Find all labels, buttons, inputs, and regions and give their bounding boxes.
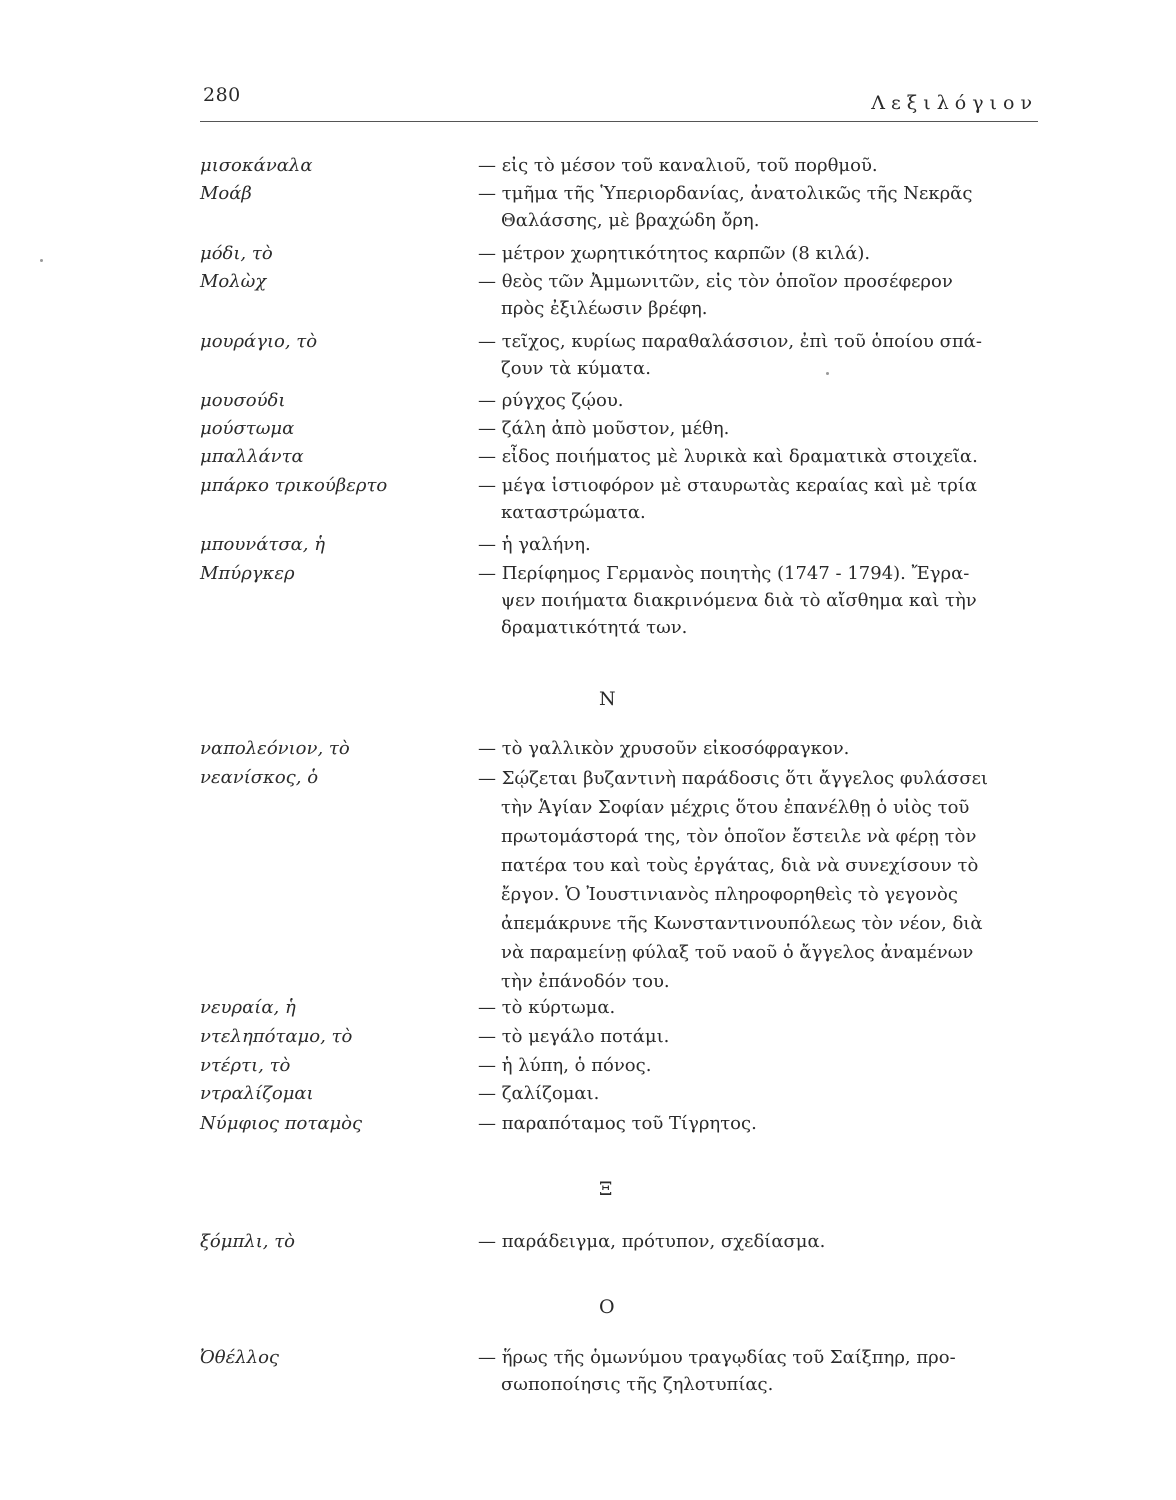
definition-line: ζουν τὰ κύματα. [501,358,651,379]
definition-line: ἔργον. Ὁ Ἰουστινιανὸς πληροφορηθεὶς τὸ γεγονὸς [501,884,958,905]
section-letter-o: Ο [599,1296,615,1318]
entry-term: ντραλίζομαι [200,1083,314,1104]
definition-line: — τὸ γαλλικὸν χρυσοῦν εἰκοσόφραγκον. [478,738,850,759]
definition-line: — Σῴζεται βυζαντινὴ παράδοσις ὅτι ἄγγελος φυλάσσει [478,768,988,789]
definition-line: — μέγα ἱστιοφόρον μὲ σταυρωτὰς κεραίας καὶ μὲ τρία [478,475,978,496]
entry-term: μισοκάναλα [200,155,313,176]
definition-line: — Περίφημος Γερμανὸς ποιητὴς (1747 - 1794). Ἔγρα- [478,563,970,584]
definition-line: ψεν ποιήματα διακρινόμενα διὰ τὸ αἴσθημα καὶ τὴν [501,590,977,611]
entry-term: μπάρκο τρικούβερτο [200,475,388,496]
section-letter-n: Ν [599,688,616,710]
entry-definition [478,735,1036,762]
definition-line: τὴν Ἁγίαν Σοφίαν μέχρις ὅτου ἐπανέλθῃ ὁ υἱὸς τοῦ [501,797,970,818]
running-head: Λεξιλόγιον [871,92,1038,114]
entry-definition [478,443,1036,470]
entry-term: ναπολεόνιον, τὸ [200,738,350,759]
definition-line: — τμῆμα τῆς Ὑπεριορδανίας, ἀνατολικῶς τῆς Νεκρᾶς [478,183,973,204]
entry-term: μουσούδι [200,390,286,411]
entry-term: μπουνάτσα, ἡ [200,534,326,555]
entry-term: μπαλλάντα [200,446,304,467]
definition-line: ἀπεμάκρυνε τῆς Κωνσταντινουπόλεως τὸν νέον, διὰ [501,913,983,934]
definition-line: καταστρώματα. [501,502,646,523]
definition-line: — τὸ κύρτωμα. [478,997,616,1018]
entry-definition [478,415,1036,442]
entry-definition [478,764,1036,996]
entry-definition [478,472,1036,526]
entry-term: Μολὼχ [200,271,267,292]
entry-term: Νύμφιος ποταμὸς [200,1113,363,1134]
header-rule [200,121,1038,122]
definition-line: Θαλάσσης, μὲ βραχώδη ὄρη. [501,210,760,231]
definition-line: — παραπόταμος τοῦ Τίγρητος. [478,1113,757,1134]
entry-term: μουράγιο, τὸ [200,331,318,352]
entry-definition [478,1080,1036,1107]
definition-line: τὴν ἐπάνοδόν του. [501,971,670,992]
scan-speck [40,259,43,262]
entry-definition [478,387,1036,414]
definition-line: δραματικότητά των. [501,617,688,638]
page-number: 280 [203,84,241,106]
entry-definition [478,531,1036,558]
definition-line: — τεῖχος, κυρίως παραθαλάσσιον, ἐπὶ τοῦ ὁποίου σπά- [478,331,982,352]
entry-definition [478,328,1036,382]
definition-line: — θεὸς τῶν Ἀμμωνιτῶν, εἰς τὸν ὁποῖον προσέφερον [478,271,953,292]
definition-line: — εἰς τὸ μέσον τοῦ καναλιοῦ, τοῦ πορθμοῦ. [478,155,878,176]
entry-term: νεανίσκος, ὁ [200,767,319,788]
section-letter-x: Ξ [599,1178,613,1200]
entry-definition [478,560,1036,641]
definition-line: νὰ παραμείνῃ φύλαξ τοῦ ναοῦ ὁ ἄγγελος ἀναμένων [501,942,974,963]
entry-term: μόδι, τὸ [200,243,273,264]
definition-line: — ζάλη ἀπὸ μοῦστον, μέθη. [478,418,730,439]
definition-line: — εἶδος ποιήματος μὲ λυρικὰ καὶ δραματικὰ στοιχεῖα. [478,446,978,467]
definition-line: — ἡ λύπη, ὁ πόνος. [478,1055,652,1076]
scan-speck [826,372,829,375]
definition-line: — μέτρον χωρητικότητος καρπῶν (8 κιλά). [478,243,871,264]
entry-term: ντεληπόταμο, τὸ [200,1026,353,1047]
definition-line: — ζαλίζομαι. [478,1083,600,1104]
entry-definition [478,152,1036,179]
entry-term: Ὀθέλλος [200,1347,279,1368]
definition-line: σωποποίησις τῆς ζηλοτυπίας. [501,1374,774,1395]
entry-term: μούστωμα [200,418,295,439]
entry-term: Μοάβ [200,183,252,204]
definition-line: — ἥρως τῆς ὁμωνύμου τραγῳδίας τοῦ Σαίξπηρ, προ- [478,1347,956,1368]
entry-definition [478,1110,1036,1137]
entry-definition [478,268,1036,322]
definition-line: πρὸς ἐξιλέωσιν βρέφη. [501,298,708,319]
entry-definition [478,240,1036,267]
entry-term: νευραία, ἡ [200,997,296,1018]
definition-line: πατέρα του καὶ τοὺς ἐργάτας, διὰ νὰ συνεχίσουν τὸ [501,855,979,876]
entry-definition [478,1228,1036,1255]
entry-definition [478,1344,1036,1398]
definition-line: — παράδειγμα, πρότυπον, σχεδίασμα. [478,1231,826,1252]
entry-term: ξόμπλι, τὸ [200,1231,295,1252]
entry-term: ντέρτι, τὸ [200,1055,291,1076]
definition-line: — ἡ γαλήνη. [478,534,591,555]
entry-definition [478,994,1036,1021]
definition-line: — τὸ μεγάλο ποτάμι. [478,1026,670,1047]
entry-definition [478,180,1036,234]
definition-line: — ρύγχος ζῴου. [478,390,624,411]
entry-term: Μπύργκερ [200,563,295,584]
entry-definition [478,1023,1036,1050]
definition-line: πρωτομάστορά της, τὸν ὁποῖον ἔστειλε νὰ φέρῃ τὸν [501,826,977,847]
entry-definition [478,1052,1036,1079]
